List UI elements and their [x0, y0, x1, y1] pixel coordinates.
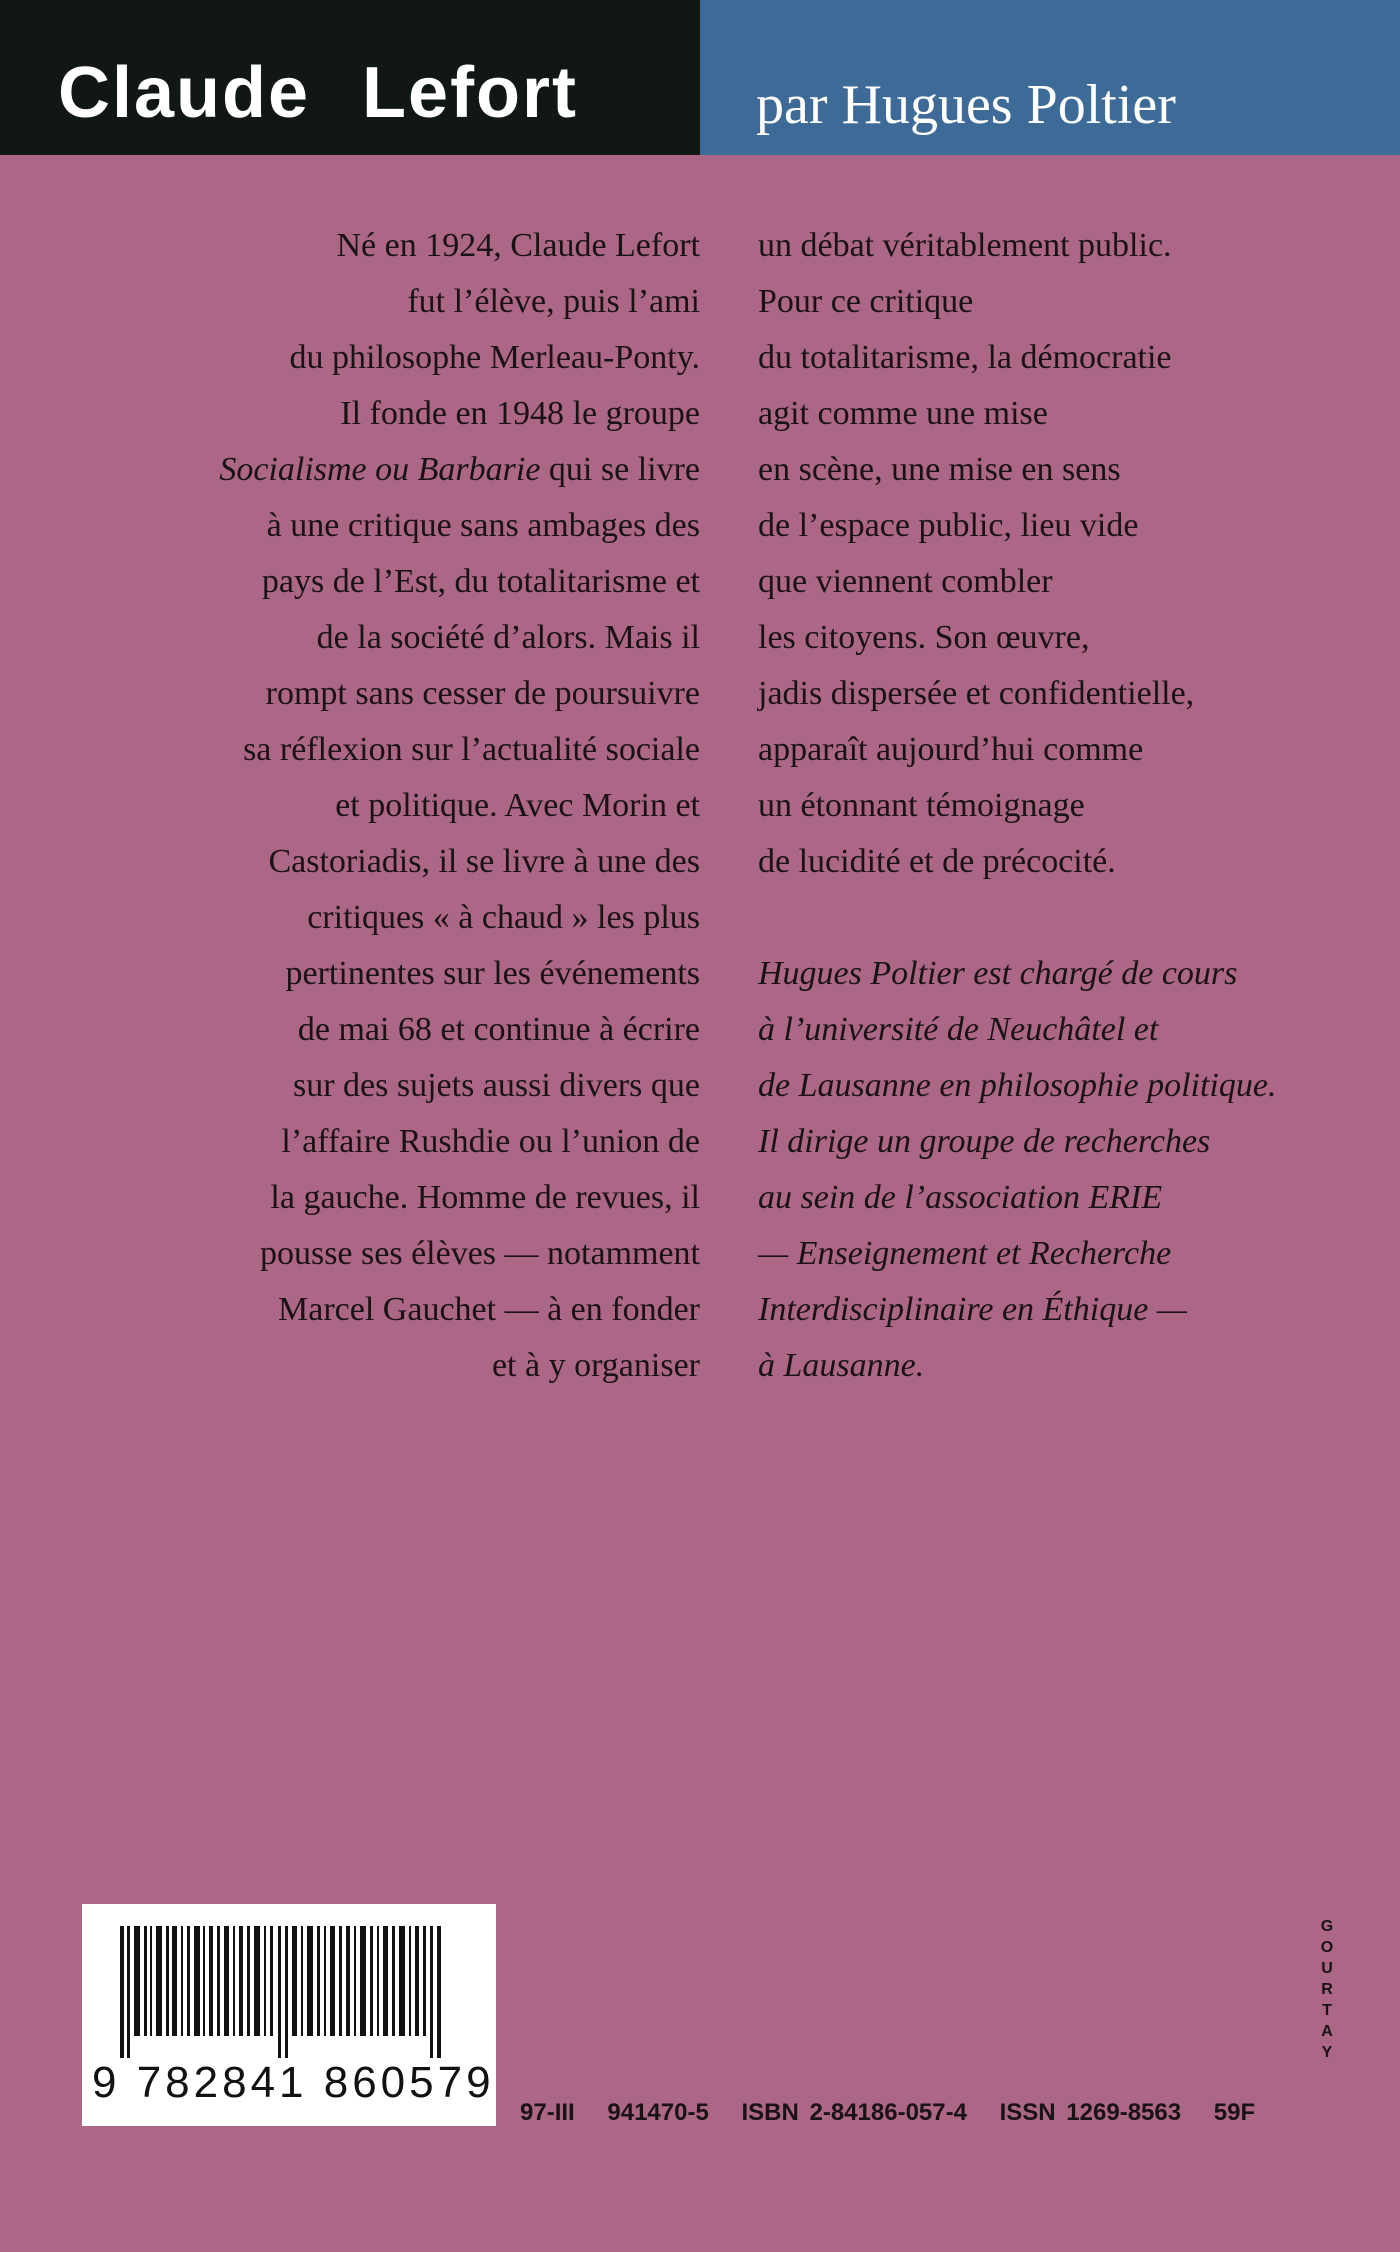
text-fragment: qui se livre [540, 451, 700, 488]
text-line: sa réflexion sur l’actualité sociale [243, 731, 700, 768]
text-line: de la société d’alors. Mais il [316, 619, 700, 656]
journal-title: Socialisme ou Barbarie [219, 451, 541, 488]
printer-mark-letter: O [1320, 1939, 1334, 1956]
text-line: les citoyens. Son œuvre, [758, 619, 1090, 656]
text-line: la gauche. Homme de revues, il [270, 1179, 700, 1216]
text-line: de mai 68 et continue à écrire [297, 1011, 700, 1048]
text-line: Né en 1924, Claude Lefort [336, 227, 700, 264]
text-line: de l’espace public, lieu vide [758, 507, 1139, 544]
text-line: pertinentes sur les événements [285, 955, 700, 992]
bio-line: Il dirige un groupe de recherches [758, 1123, 1211, 1160]
book-title: Claude Lefort [58, 53, 579, 133]
code-reference: 941470-5 [607, 2099, 709, 2126]
printer-mark-letter: Y [1321, 2044, 1333, 2061]
text-line: pousse ses élèves — notamment [259, 1235, 700, 1272]
code-isbn: ISBN 2-84186-057-4 [741, 2099, 967, 2126]
bio-line: Interdisciplinaire en Éthique — [758, 1291, 1188, 1328]
text-line: jadis dispersée et confidentielle, [758, 675, 1195, 712]
bio-line: Hugues Poltier est chargé de cours [758, 955, 1238, 992]
text-line: apparaît aujourd’hui comme [758, 731, 1144, 768]
text-line: pays de l’Est, du totalitarisme et [261, 563, 700, 600]
text-line: du philosophe Merleau-Ponty. [289, 339, 700, 376]
printer-mark-letter: R [1321, 1981, 1333, 1998]
text-line: et politique. Avec Morin et [335, 787, 700, 824]
text-line: que viennent combler [758, 563, 1053, 600]
text-line: Il fonde en 1948 le groupe [340, 395, 700, 432]
printer-mark-letter: A [1321, 2023, 1333, 2040]
code-price: 59F [1213, 2099, 1256, 2126]
text-line: Pour ce critique [758, 283, 974, 320]
printer-mark [1313, 1916, 1341, 2063]
bio-line: au sein de l’association ERIE [758, 1179, 1163, 1216]
text-line: de lucidité et de précocité. [758, 843, 1116, 880]
author-byline: par Hugues Poltier [756, 74, 1176, 136]
code-issn: ISSN 1269-8563 [999, 2099, 1182, 2126]
bio-line: de Lausanne en philosophie politique. [758, 1067, 1277, 1104]
header-band-left [0, 0, 700, 155]
text-line: du totalitarisme, la démocratie [758, 339, 1172, 376]
text-column-left [140, 218, 700, 1394]
text-line: agit comme une mise [758, 395, 1048, 432]
text-line: critiques « à chaud » les plus [307, 899, 700, 936]
text-line: un débat véritablement public. [758, 227, 1172, 264]
text-column-right [758, 218, 1358, 1394]
text-line: fut l’élève, puis l’ami [407, 283, 700, 320]
barcode-number: 9 782841 860579 [92, 2058, 495, 2107]
product-codes [520, 2098, 1340, 2128]
bio-line: — Enseignement et Recherche [758, 1235, 1172, 1272]
bio-line: à Lausanne. [758, 1347, 925, 1384]
bio-line: à l’université de Neuchâtel et [758, 1011, 1159, 1048]
text-line: Marcel Gauchet — à en fonder [278, 1291, 700, 1328]
printer-mark-letter: G [1320, 1918, 1334, 1935]
text-line-with-title [140, 442, 700, 498]
text-line: Castoriadis, il se livre à une des [268, 843, 700, 880]
text-line: et à y organiser [491, 1347, 700, 1384]
printer-mark-letter: U [1321, 1960, 1333, 1977]
author-bio [758, 946, 1358, 1394]
text-line: à une critique sans ambages des [266, 507, 700, 544]
text-line: rompt sans cesser de poursuivre [265, 675, 700, 712]
text-line: l’affaire Rushdie ou l’union de [281, 1123, 700, 1160]
text-line: sur des sujets aussi divers que [292, 1067, 700, 1104]
barcode-box [82, 1904, 496, 2126]
printer-mark-letter: T [1322, 2002, 1332, 2019]
text-line: un étonnant témoignage [758, 787, 1085, 824]
code-internal: 97-III [520, 2099, 575, 2126]
text-line: en scène, une mise en sens [758, 451, 1121, 488]
